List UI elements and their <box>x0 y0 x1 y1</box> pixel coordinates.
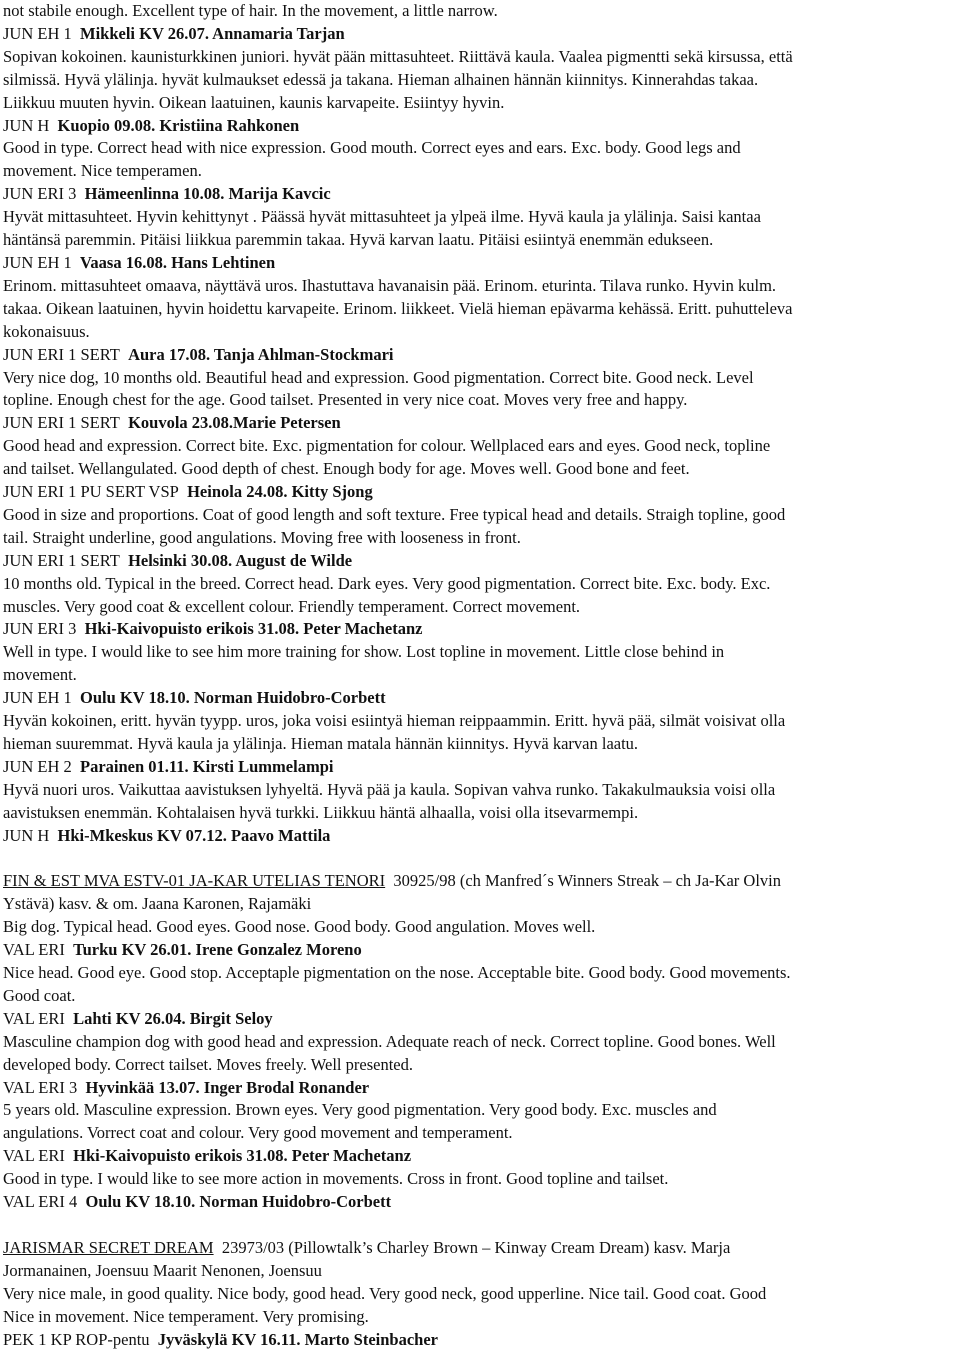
result-grade: PEK 1 KP ROP-pentu <box>3 1329 150 1349</box>
show-and-judge: Vaasa 16.08. Hans Lehtinen <box>80 252 276 272</box>
show-result-header <box>3 618 956 641</box>
show-and-judge: Kuopio 09.08. Kristiina Rahkonen <box>57 115 300 135</box>
critique-text-line: 5 years old. Masculine expression. Brown eyes. Very good pigmentation. Very good body. Exc. muscles and <box>3 1100 717 1120</box>
critique-text-line: Good coat. <box>3 985 76 1005</box>
critique-text-line: Liikkuu muuten hyvin. Oikean laatuinen, kaunis karvapeite. Esiintyy hyvin. <box>3 92 505 112</box>
dog2-results-block <box>3 916 956 1214</box>
show-and-judge: Oulu KV 18.10. Norman Huidobro-Corbett <box>85 1192 392 1212</box>
critique-text-line: Nice in movement. Nice temperament. Very promising. <box>3 1306 369 1326</box>
show-and-judge: Heinola 24.08. Kitty Sjong <box>187 482 373 502</box>
show-and-judge: Hki-Kaivopuisto erikois 31.08. Peter Machetanz <box>73 1146 412 1166</box>
critique-text-line: silmissä. Hyvä ylälinja. hyvät kulmaukset edessä ja takana. Hieman alhainen hännän kiinnitys. Kinnerahdas takaa. <box>3 69 759 89</box>
critique-text-line: 10 months old. Typical in the breed. Correct head. Dark eyes. Very good pigmentation. Correct bite. Exc. body. Exc. <box>3 573 771 593</box>
critique-text-line: aavistuksen enemmän. Kohtalaisen hyvä turkki. Liikkuu häntä alhaalla, voisi olla itsevarmempi. <box>3 802 639 822</box>
dog3-results-block <box>3 1283 956 1351</box>
dog1-results-block <box>3 0 956 848</box>
result-grade: VAL ERI <box>3 940 65 960</box>
show-result-header <box>3 1008 956 1031</box>
critique-text-line: Masculine champion dog with good head and expression. Adequate reach of neck. Correct topline. Good bones. Well <box>3 1031 776 1051</box>
show-and-judge: Hyvinkää 13.07. Inger Brodal Ronander <box>85 1077 370 1097</box>
show-result-header <box>3 115 956 138</box>
critique-text-line: Big dog. Typical head. Good eyes. Good nose. Good body. Good angulation. Moves well. <box>3 917 596 937</box>
result-grade: VAL ERI 4 <box>3 1192 78 1212</box>
result-grade: JUN ERI 3 <box>3 184 77 204</box>
dog2-title-line <box>3 870 956 893</box>
result-grade: VAL ERI <box>3 1008 65 1028</box>
dog3-title-line <box>3 1237 956 1260</box>
critique-text-line: topline. Enough chest for the age. Good tailset. Presented in very nice coat. Moves very free and happy. <box>3 390 688 410</box>
result-grade: JUN EH 1 <box>3 23 72 43</box>
result-grade: JUN H <box>3 115 50 135</box>
critique-text-line: kokonaisuus. <box>3 321 90 341</box>
dog2-entry-header <box>3 870 956 916</box>
critique-text-line: muscles. Very good coat & excellent colour. Friendly temperament. Correct movement. <box>3 596 581 616</box>
critique-text-line: takaa. Oikean laatuinen, hyvin hoidettu karvapeite. Erinom. liikkeet. Vielä hieman epävarma kehässä. Eritt. puhutteleva <box>3 298 793 318</box>
critique-text-line: tail. Straight underline, good angulations. Moving free with looseness in front. <box>3 527 521 547</box>
show-result-header <box>3 183 956 206</box>
result-grade: JUN EH 1 <box>3 252 72 272</box>
show-result-header <box>3 939 956 962</box>
critique-text-line: Hyvä nuori uros. Vaikuttaa aavistuksen lyhyeltä. Hyvä pää ja kaula. Sopivan vahva runko. Takakulmauksia voisi olla <box>3 779 776 799</box>
show-and-judge: Parainen 01.11. Kirsti Lummelampi <box>80 756 334 776</box>
dog3-owner-line: Jormanainen, Joensuu Maarit Nenonen, Joensuu <box>3 1260 322 1280</box>
dog3-entry-header <box>3 1237 956 1283</box>
show-and-judge: Kouvola 23.08.Marie Petersen <box>128 413 341 433</box>
result-grade: JUN ERI 1 SERT <box>3 344 120 364</box>
critique-text-line: angulations. Vorrect coat and colour. Very good movement and temperament. <box>3 1123 513 1143</box>
dog3-registration-pedigree: 23973/03 (Pillowtalk’s Charley Brown – Kinway Cream Dream) kasv. Marja <box>221 1237 731 1257</box>
show-result-header <box>3 687 956 710</box>
critique-text-line: Very nice male, in good quality. Nice body, good head. Very good neck, good upperline. Nice tail. Good coat. Good <box>3 1283 767 1303</box>
critique-text-line: Good in type. I would like to see more action in movements. Cross in front. Good topline and tailset. <box>3 1169 669 1189</box>
critique-text-line: Sopivan kokoinen. kaunisturkkinen juniori. hyvät pään mittasuhteet. Riittävä kaula. Vaalea pigmentti sekä kirsussa, että <box>3 46 793 66</box>
critique-text-line: movement. <box>3 665 77 685</box>
show-result-header <box>3 756 956 779</box>
section-spacer <box>3 848 956 871</box>
dog3-name: JARISMAR SECRET DREAM <box>3 1237 214 1257</box>
critique-text-line: Good head and expression. Correct bite. Exc. pigmentation for colour. Wellplaced ears and eyes. Good neck, topline <box>3 436 771 456</box>
show-result-header <box>3 825 956 848</box>
show-and-judge: Hämeenlinna 10.08. Marija Kavcic <box>84 184 331 204</box>
show-and-judge: Helsinki 30.08. August de Wilde <box>128 550 353 570</box>
result-grade: JUN ERI 1 SERT <box>3 413 120 433</box>
show-result-header <box>3 1191 956 1214</box>
show-result-header <box>3 550 956 573</box>
show-and-judge: Lahti KV 26.04. Birgit Seloy <box>73 1008 273 1028</box>
show-result-header <box>3 412 956 435</box>
critique-text-line: häntänsä paremmin. Pitäisi liikkua paremmin takaa. Hyvä karvan laatu. Pitäisi esiintyä enemmän edukseen. <box>3 230 714 250</box>
show-result-header <box>3 481 956 504</box>
show-and-judge: Oulu KV 18.10. Norman Huidobro-Corbett <box>80 688 386 708</box>
result-grade: JUN ERI 1 PU SERT VSP <box>3 482 179 502</box>
critique-text-line: Good in size and proportions. Coat of good length and soft texture. Free typical head and details. Straigh topline, good <box>3 504 786 524</box>
critique-text-line: developed body. Correct tailset. Moves freely. Well presented. <box>3 1054 413 1074</box>
dog2-registration-pedigree: 30925/98 (ch Manfred´s Winners Streak – ch Ja-Kar Olvin <box>393 871 781 891</box>
critique-text-line: Erinom. mittasuhteet omaava, näyttävä uros. Ihastuttava havanaisin pää. Erinom. eturinta. Tilava runko. Hyvin kulm. <box>3 275 777 295</box>
critique-text-line: hieman suuremmat. Hyvä kaula ja ylälinja. Hieman matala hännän kiinnitys. Hyvä karvan laatu. <box>3 734 639 753</box>
show-and-judge: Turku KV 26.01. Irene Gonzalez Moreno <box>73 940 362 960</box>
result-grade: JUN ERI 3 <box>3 619 77 639</box>
result-grade: VAL ERI <box>3 1146 65 1166</box>
dog2-name: FIN & EST MVA ESTV-01 JA-KAR UTELIAS TENORI <box>3 871 386 891</box>
result-grade: JUN EH 1 <box>3 688 72 708</box>
show-and-judge: Jyväskylä KV 16.11. Marto Steinbacher <box>157 1329 438 1349</box>
show-result-header <box>3 252 956 275</box>
result-grade: JUN ERI 1 SERT <box>3 550 120 570</box>
show-result-header <box>3 344 956 367</box>
critique-text-line: not stabile enough. Excellent type of hair. In the movement, a little narrow. <box>3 1 498 20</box>
dog2-owner-line: Ystävä) kasv. & om. Jaana Karonen, Rajamäki <box>3 894 312 914</box>
show-and-judge: Aura 17.08. Tanja Ahlman-Stockmari <box>128 344 394 364</box>
critique-text-line: Well in type. I would like to see him more training for show. Lost topline in movement. Little close behind in <box>3 642 725 662</box>
show-result-header <box>3 1329 956 1351</box>
show-result-header <box>3 1077 956 1100</box>
show-and-judge: Hki-Kaivopuisto erikois 31.08. Peter Machetanz <box>84 619 423 639</box>
result-grade: JUN EH 2 <box>3 756 72 776</box>
show-result-header <box>3 23 956 46</box>
critique-text-line: and tailset. Wellangulated. Good depth of chest. Enough body for age. Moves well. Good bone and feet. <box>3 459 690 479</box>
critique-text-line: Very nice dog, 10 months old. Beautiful head and expression. Good pigmentation. Correct bite. Good neck. Level <box>3 367 754 387</box>
show-and-judge: Mikkeli KV 26.07. Annamaria Tarjan <box>80 23 345 43</box>
show-and-judge: Hki-Mkeskus KV 07.12. Paavo Mattila <box>57 825 331 845</box>
critique-text-line: Nice head. Good eye. Good stop. Acceptaple pigmentation on the nose. Acceptable bite. Good body. Good movements. <box>3 963 791 983</box>
result-grade: JUN H <box>3 825 50 845</box>
critique-text-line: Hyvät mittasuhteet. Hyvin kehittynyt . Päässä hyvät mittasuhteet ja ylpeä ilme. Hyvä kaula ja ylälinja. Saisi kantaa <box>3 207 761 227</box>
show-result-header <box>3 1145 956 1168</box>
result-grade: VAL ERI 3 <box>3 1077 78 1097</box>
section-spacer <box>3 1214 956 1237</box>
critique-text-line: movement. Nice temperamen. <box>3 161 202 181</box>
critique-text-line: Good in type. Correct head with nice expression. Good mouth. Correct eyes and ears. Exc. body. Good legs and <box>3 138 741 158</box>
critique-text-line: Hyvän kokoinen, eritt. hyvän tyypp. uros, joka voisi esiintyä hieman reippaammin. Eritt. hyvä pää, silmät voisivat olla <box>3 711 786 731</box>
